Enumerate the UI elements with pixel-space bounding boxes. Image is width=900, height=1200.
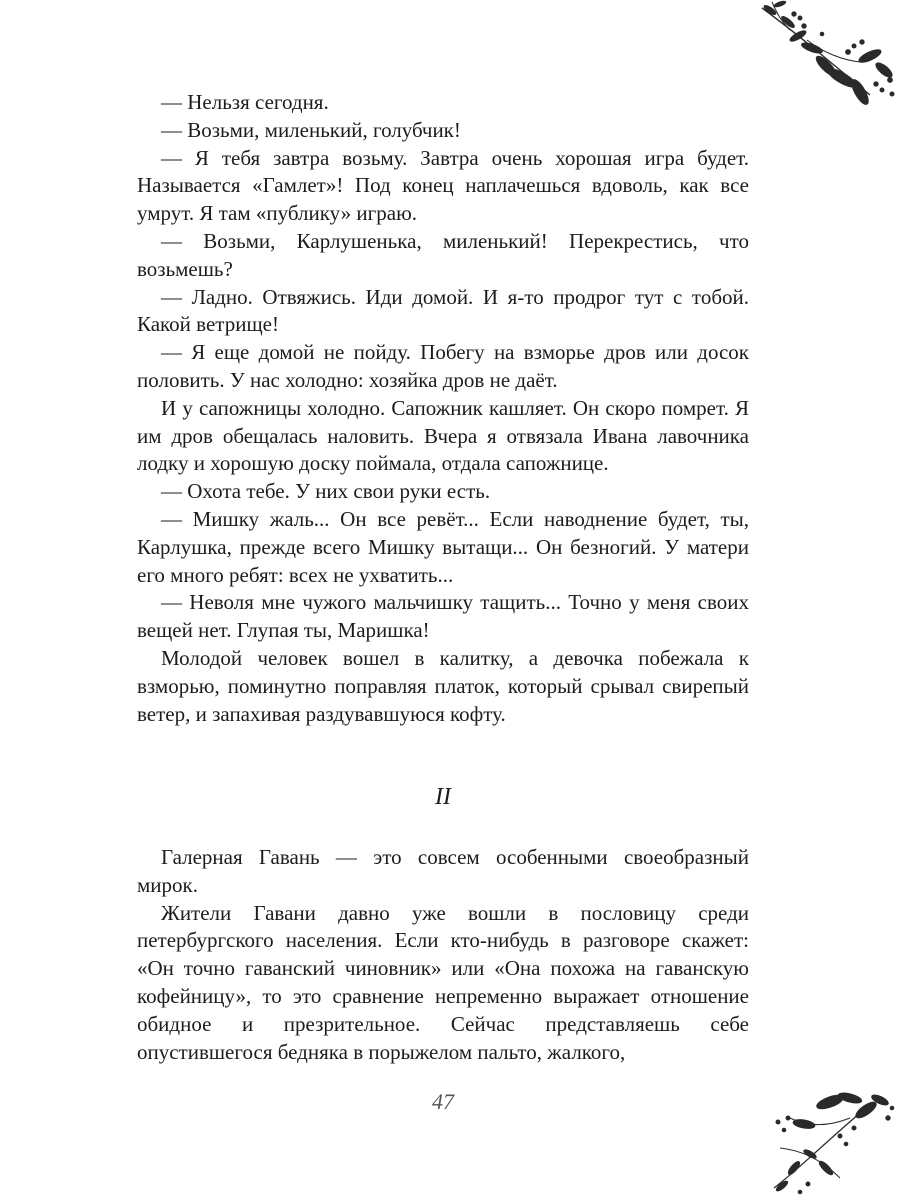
- paragraph: И у сапожницы холодно. Сапожник кашляет. Он скоро помрет. Я им дров обещалась наловить. Вчера я отвязала Ивана лавочника лодку и хорошую доску поймала, отдала сапожнице.: [137, 395, 749, 476]
- paragraph: — Я еще домой не пойду. Побегу на взморье дров или досок половить. У нас холодно: хозяйка дров не даёт.: [137, 340, 749, 392]
- paragraph: — Возьми, Карлушенька, миленький! Перекрестись, что возьмешь?: [137, 228, 749, 281]
- page-number: 47: [432, 1089, 454, 1114]
- paragraph: — Я тебя завтра возьму. Завтра очень хорошая игра будет. Называется «Гамлет»! Под конец наплачешься вдоволь, как все умрут. Я там «публику» играю.: [137, 145, 749, 226]
- paragraph: — Нельзя сегодня.: [161, 90, 329, 114]
- paragraph: Молодой человек вошел в калитку, а девочка побежала к взморью, поминутно поправляя платок, который срывал свирепый ветер, и запахивая раздувавшуюся кофту.: [137, 645, 749, 726]
- chapter-heading: II: [435, 784, 451, 810]
- paragraph: — Ладно. Отвяжись. Иди домой. И я-то продрог тут с тобой. Какой ветрище!: [137, 284, 749, 337]
- floral-ornament-top-right-icon: [752, 0, 900, 110]
- floral-ornament-bottom-right-icon: [770, 1088, 900, 1200]
- paragraph: Жители Гавани давно уже вошли в пословицу среди петербургского населения. Если кто-нибудь в разговоре скажет: «Он точно гаванский чиновник» или «Она похожа на гаванскую кофейницу», то это сравнение непременно выражает отношение обидное и презрительное. Сейчас представляешь себе опустившегося бедняка в порыжелом пальто, жалкого,: [137, 900, 749, 1064]
- paragraph: Галерная Гавань — это совсем особенными своеобразный мирок.: [137, 845, 749, 897]
- paragraph: — Возьми, миленький, голубчик!: [161, 117, 461, 142]
- main-text-bottom: [137, 844, 749, 1066]
- paragraph: — Мишку жаль... Он все ревёт... Если наводнение будет, ты, Карлушка, прежде всего Мишку вытащи... Он безногий. У матери его много ребят: всех не ухватить...: [137, 506, 749, 587]
- paragraph: — Неволя мне чужого мальчишку тащить... Точно у меня своих вещей нет. Глупая ты, Маришка!: [137, 590, 749, 643]
- paragraph: — Охота тебе. У них свои руки есть.: [161, 479, 491, 504]
- main-text-top: [137, 89, 749, 728]
